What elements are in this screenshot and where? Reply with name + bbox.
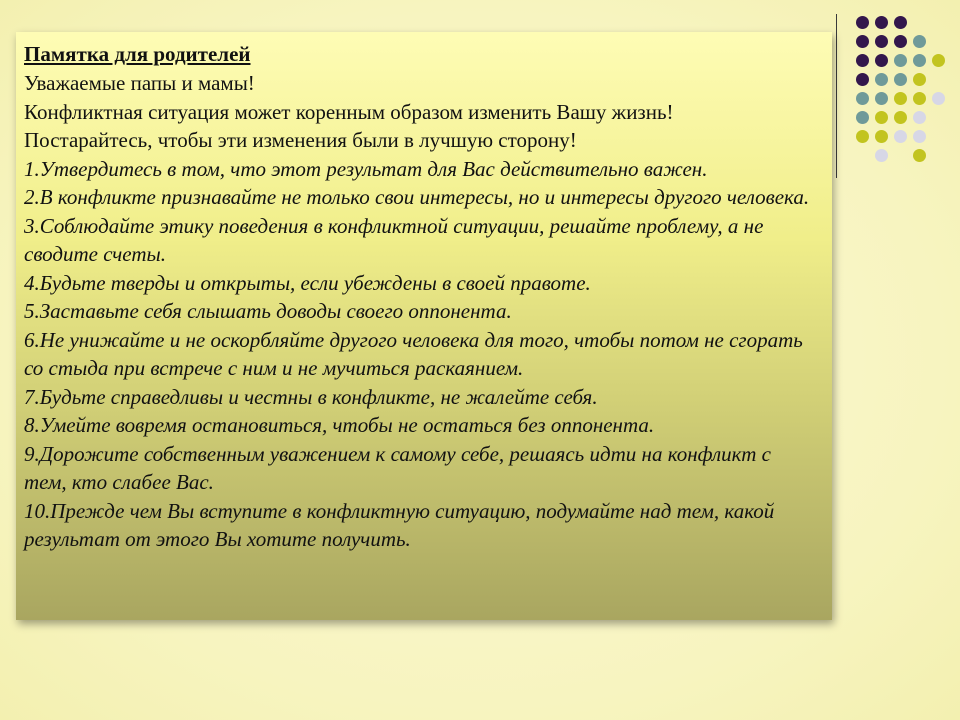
memo-title: Памятка для родителей xyxy=(24,42,251,66)
decor-dot xyxy=(913,92,926,105)
decor-dot xyxy=(875,35,888,48)
memo-item-1: 1.Утвердитесь в том, что этот результат для Вас действительно важен. xyxy=(24,156,708,181)
memo-intro-2: Постарайтесь, чтобы эти изменения были в лучшую сторону! xyxy=(24,128,577,152)
memo-greeting: Уважаемые папы и мамы! xyxy=(24,71,255,95)
decor-dot xyxy=(856,16,869,29)
decor-dot xyxy=(894,54,907,67)
memo-item-8: 8.Умейте вовремя остановиться, чтобы не остаться без оппонента. xyxy=(24,413,655,437)
decor-dot xyxy=(894,16,907,29)
decor-dot xyxy=(894,73,907,86)
memo-item-9: 9.Дорожите собственным уважением к самому себе, решаясь идти на конфликт с тем, кто слабее Вас. xyxy=(24,441,771,494)
memo-intro-1: Конфликтная ситуация может коренным образом изменить Вашу жизнь! xyxy=(24,99,674,124)
decor-dot xyxy=(875,54,888,67)
memo-item-2: 2.В конфликте признавайте не только свои интересы, но и интересы другого человека. xyxy=(24,185,810,209)
decor-divider-line xyxy=(836,14,837,178)
decor-dot xyxy=(932,92,945,105)
decor-dot xyxy=(894,92,907,105)
decor-dot xyxy=(894,35,907,48)
memo-item-4: 4.Будьте тверды и открыты, если убеждены в своей правоте. xyxy=(24,270,591,295)
decor-dot xyxy=(856,54,869,67)
decor-dot xyxy=(856,111,869,124)
memo-item-7: 7.Будьте справедливы и честны в конфликте, не жалейте себя. xyxy=(24,384,598,409)
memo-card xyxy=(16,32,832,620)
decor-dot xyxy=(875,111,888,124)
decor-dot xyxy=(913,73,926,86)
decor-dot xyxy=(856,73,869,86)
decor-dot xyxy=(894,111,907,124)
memo-item-6: 6.Не унижайте и не оскорбляйте другого человека для того, чтобы потом не сгорать со стыда при встрече с ним и не мучиться раскаянием. xyxy=(24,327,803,380)
decor-dot xyxy=(894,130,907,143)
decor-dot xyxy=(875,149,888,162)
decor-dot xyxy=(856,92,869,105)
decor-dot xyxy=(875,73,888,86)
decor-dot-grid xyxy=(852,14,952,154)
decor-dot xyxy=(875,16,888,29)
decor-dot xyxy=(913,111,926,124)
decor-dot xyxy=(913,149,926,162)
memo-item-10: 10.Прежде чем Вы вступите в конфликтную ситуацию, подумайте над тем, какой результат от этого Вы хотите получить. xyxy=(24,498,775,551)
decor-dot xyxy=(913,35,926,48)
decor-dot xyxy=(856,130,869,143)
decor-dot xyxy=(932,54,945,67)
memo-item-3: 3.Соблюдайте этику поведения в конфликтной ситуации, решайте проблему, а не сводите счеты. xyxy=(24,213,764,266)
decor-dot xyxy=(856,35,869,48)
decor-dot xyxy=(913,54,926,67)
memo-item-5: 5.Заставьте себя слышать доводы своего оппонента. xyxy=(24,299,512,323)
decor-dot xyxy=(875,130,888,143)
decor-dot xyxy=(875,92,888,105)
decor-dot xyxy=(913,130,926,143)
